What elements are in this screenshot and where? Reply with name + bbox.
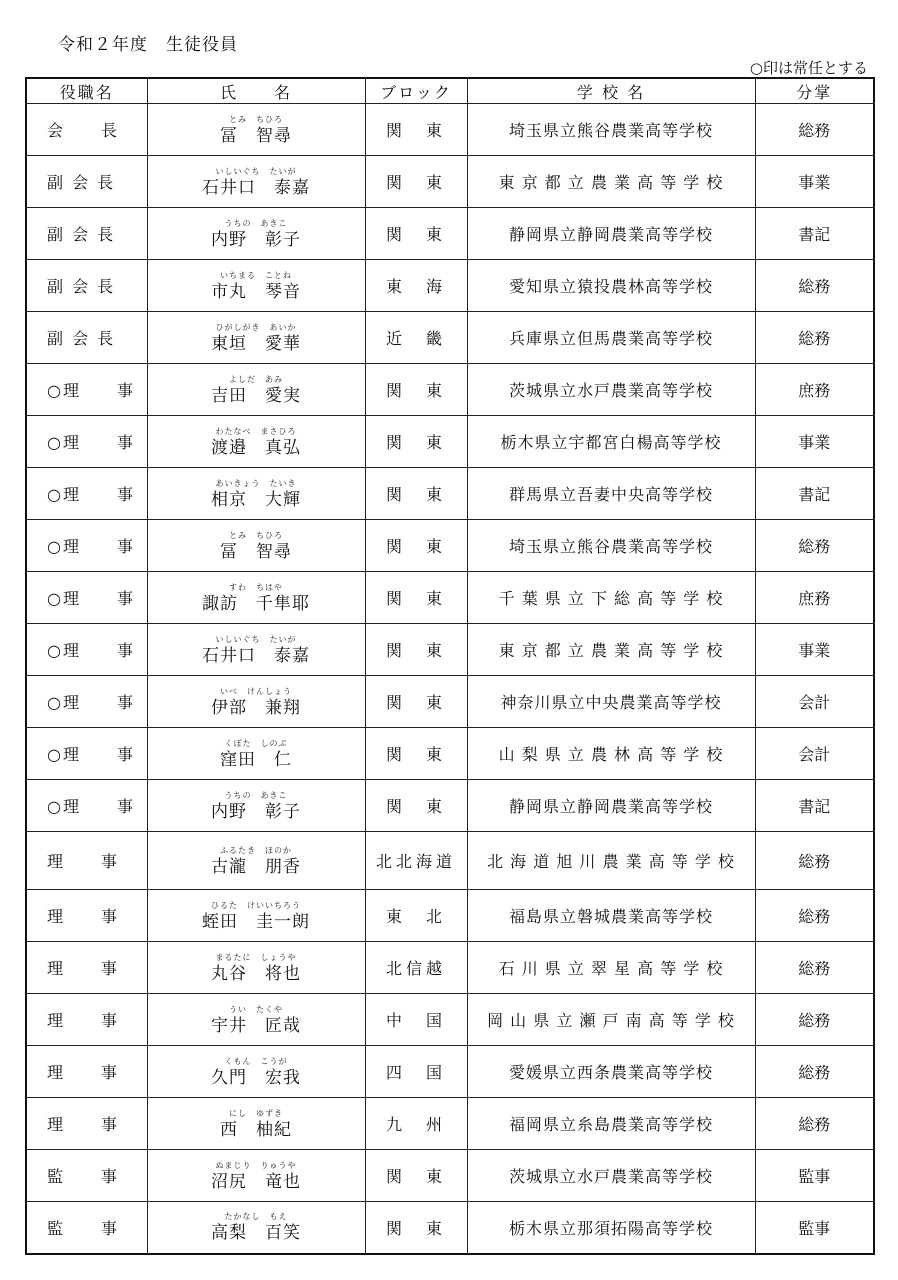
duty-cell: 会計	[755, 676, 874, 728]
school-cell: 埼玉県立熊谷農業高等学校	[467, 104, 755, 156]
block-cell: 関 東	[365, 520, 467, 572]
table-row	[26, 728, 874, 780]
table-row	[26, 1046, 874, 1098]
school-cell: 茨城県立水戸農業高等学校	[467, 364, 755, 416]
name-furigana: わたなべ まさひろ	[215, 426, 297, 436]
name-cell	[147, 832, 365, 890]
school-cell: 東 京 都 立 農 業 高 等 学 校	[467, 624, 755, 676]
regular-member-note: ○印は常任とする	[749, 59, 868, 77]
column-header-school: 学 校 名	[467, 78, 755, 104]
name-kanji: 内野 彰子	[211, 229, 301, 250]
role-cell: 会 長	[26, 104, 147, 156]
role-cell: ○理 事	[26, 364, 147, 416]
role-cell: ○理 事	[26, 728, 147, 780]
school-cell: 千 葉 県 立 下 総 高 等 学 校	[467, 572, 755, 624]
name-furigana: ふるたき ほのか	[220, 845, 292, 855]
name-cell	[147, 156, 365, 208]
role-cell: 副 会 長	[26, 312, 147, 364]
duty-cell: 書記	[755, 780, 874, 832]
school-cell: 静岡県立静岡農業高等学校	[467, 780, 755, 832]
role-cell: ○理 事	[26, 572, 147, 624]
duty-cell: 事業	[755, 156, 874, 208]
name-kanji: 冨 智尋	[220, 541, 292, 562]
table-row	[26, 468, 874, 520]
block-cell: 関 東	[365, 1150, 467, 1202]
name-furigana: まるたに しょうや	[215, 952, 297, 962]
name-furigana: ぬまじり りゅうや	[215, 1160, 297, 1170]
name-cell	[147, 890, 365, 942]
school-cell: 栃木県立宇都宮白楊高等学校	[467, 416, 755, 468]
block-cell: 関 東	[365, 780, 467, 832]
duty-cell: 総務	[755, 1098, 874, 1150]
name-kanji: 吉田 愛実	[211, 385, 301, 406]
role-cell: 理 事	[26, 832, 147, 890]
table-row	[26, 942, 874, 994]
block-cell: 東 海	[365, 260, 467, 312]
table-row	[26, 572, 874, 624]
role-cell: ○理 事	[26, 780, 147, 832]
school-cell: 東 京 都 立 農 業 高 等 学 校	[467, 156, 755, 208]
school-cell: 群馬県立吾妻中央高等学校	[467, 468, 755, 520]
name-cell	[147, 1150, 365, 1202]
school-cell: 愛知県立猿投農林高等学校	[467, 260, 755, 312]
role-cell: 理 事	[26, 994, 147, 1046]
role-cell: 監 事	[26, 1150, 147, 1202]
name-kanji: 諏訪 千隼耶	[202, 593, 310, 614]
column-header-duty: 分掌	[755, 78, 874, 104]
name-kanji: 東垣 愛華	[211, 333, 301, 354]
name-cell	[147, 364, 365, 416]
name-furigana: とみ ちひろ	[229, 530, 283, 540]
name-cell	[147, 942, 365, 994]
name-kanji: 石井口 泰嘉	[202, 645, 310, 666]
name-cell	[147, 624, 365, 676]
name-cell	[147, 260, 365, 312]
column-header-block: ブロック	[365, 78, 467, 104]
column-header-role: 役職名	[26, 78, 147, 104]
role-cell: 副 会 長	[26, 260, 147, 312]
name-furigana: いちまる ことね	[220, 270, 292, 280]
table-row	[26, 312, 874, 364]
table-row	[26, 416, 874, 468]
block-cell: 近 畿	[365, 312, 467, 364]
name-kanji: 西 柚紀	[220, 1119, 292, 1140]
name-cell	[147, 104, 365, 156]
name-furigana: うちの あきこ	[224, 790, 288, 800]
block-cell: 九 州	[365, 1098, 467, 1150]
officers-table	[25, 77, 875, 1255]
name-furigana: ひるた けいいちろう	[211, 900, 301, 910]
block-cell: 中 国	[365, 994, 467, 1046]
name-furigana: とみ ちひろ	[229, 114, 283, 124]
table-row	[26, 624, 874, 676]
duty-cell: 監事	[755, 1150, 874, 1202]
table-header-row	[26, 78, 874, 104]
name-furigana: にし ゆずき	[229, 1108, 283, 1118]
school-cell: 埼玉県立熊谷農業高等学校	[467, 520, 755, 572]
name-furigana: いべ けんしょう	[220, 686, 292, 696]
duty-cell: 庶務	[755, 364, 874, 416]
school-cell: 茨城県立水戸農業高等学校	[467, 1150, 755, 1202]
table-row	[26, 156, 874, 208]
role-cell: 理 事	[26, 1046, 147, 1098]
school-cell: 岡 山 県 立 瀬 戸 南 高 等 学 校	[467, 994, 755, 1046]
name-kanji: 渡邉 真弘	[211, 437, 301, 458]
duty-cell: 総務	[755, 260, 874, 312]
table-row	[26, 1150, 874, 1202]
name-furigana: たかなし もえ	[224, 1212, 288, 1222]
role-cell: 理 事	[26, 890, 147, 942]
name-cell	[147, 780, 365, 832]
role-cell: ○理 事	[26, 676, 147, 728]
duty-cell: 総務	[755, 520, 874, 572]
school-cell: 北 海 道 旭 川 農 業 高 等 学 校	[467, 832, 755, 890]
table-row	[26, 104, 874, 156]
name-kanji: 窪田 仁	[220, 749, 292, 770]
block-cell: 関 東	[365, 1202, 467, 1254]
table-row	[26, 1202, 874, 1254]
school-cell: 山 梨 県 立 農 林 高 等 学 校	[467, 728, 755, 780]
role-cell: ○理 事	[26, 468, 147, 520]
block-cell: 関 東	[365, 624, 467, 676]
block-cell: 関 東	[365, 468, 467, 520]
school-cell: 石 川 県 立 翠 星 高 等 学 校	[467, 942, 755, 994]
name-cell	[147, 728, 365, 780]
name-furigana: くもん こうが	[224, 1056, 288, 1066]
school-cell: 愛媛県立西条農業高等学校	[467, 1046, 755, 1098]
duty-cell: 総務	[755, 312, 874, 364]
name-furigana: あいきょう たいき	[215, 478, 297, 488]
role-cell: ○理 事	[26, 624, 147, 676]
duty-cell: 総務	[755, 890, 874, 942]
name-kanji: 相京 大輝	[211, 489, 301, 510]
school-cell: 兵庫県立但馬農業高等学校	[467, 312, 755, 364]
table-row	[26, 208, 874, 260]
block-cell: 東 北	[365, 890, 467, 942]
name-kanji: 石井口 泰嘉	[202, 177, 310, 198]
name-furigana: うい たくや	[229, 1004, 283, 1014]
name-kanji: 丸谷 将也	[211, 963, 301, 984]
name-cell	[147, 416, 365, 468]
role-cell: 監 事	[26, 1202, 147, 1254]
name-cell	[147, 1098, 365, 1150]
duty-cell: 総務	[755, 832, 874, 890]
name-cell	[147, 1202, 365, 1254]
role-cell: 副 会 長	[26, 208, 147, 260]
name-cell	[147, 312, 365, 364]
name-kanji: 市丸 琴音	[211, 281, 301, 302]
duty-cell: 会計	[755, 728, 874, 780]
duty-cell: 書記	[755, 208, 874, 260]
role-cell: 副 会 長	[26, 156, 147, 208]
name-cell	[147, 572, 365, 624]
name-kanji: 伊部 兼翔	[211, 697, 301, 718]
name-cell	[147, 208, 365, 260]
duty-cell: 監事	[755, 1202, 874, 1254]
name-cell	[147, 994, 365, 1046]
name-cell	[147, 520, 365, 572]
name-furigana: いしいぐち たいが	[215, 166, 297, 176]
name-kanji: 蛭田 圭一朗	[202, 911, 310, 932]
name-cell	[147, 676, 365, 728]
name-cell	[147, 1046, 365, 1098]
block-cell: 関 東	[365, 728, 467, 780]
duty-cell: 事業	[755, 624, 874, 676]
block-cell: 関 東	[365, 572, 467, 624]
duty-cell: 庶務	[755, 572, 874, 624]
duty-cell: 書記	[755, 468, 874, 520]
table-row	[26, 520, 874, 572]
duty-cell: 総務	[755, 994, 874, 1046]
duty-cell: 総務	[755, 942, 874, 994]
name-furigana: すわ ちはや	[229, 582, 283, 592]
table-row	[26, 780, 874, 832]
block-cell: 関 東	[365, 156, 467, 208]
name-cell	[147, 468, 365, 520]
name-kanji: 沼尻 竜也	[211, 1171, 301, 1192]
school-cell: 福岡県立糸島農業高等学校	[467, 1098, 755, 1150]
duty-cell: 事業	[755, 416, 874, 468]
table-row	[26, 994, 874, 1046]
page-title: 令和２年度 生徒役員	[58, 35, 238, 55]
duty-cell: 総務	[755, 104, 874, 156]
table-row	[26, 676, 874, 728]
name-furigana: うちの あきこ	[224, 218, 288, 228]
role-cell: 理 事	[26, 942, 147, 994]
block-cell: 関 東	[365, 208, 467, 260]
block-cell: 関 東	[365, 676, 467, 728]
school-cell: 静岡県立静岡農業高等学校	[467, 208, 755, 260]
school-cell: 栃木県立那須拓陽高等学校	[467, 1202, 755, 1254]
block-cell: 北北海道	[365, 832, 467, 890]
role-cell: ○理 事	[26, 520, 147, 572]
block-cell: 四 国	[365, 1046, 467, 1098]
table-row	[26, 1098, 874, 1150]
name-kanji: 古瀧 朋香	[211, 856, 301, 877]
table-row	[26, 832, 874, 890]
name-furigana: よしだ あみ	[229, 374, 283, 384]
name-kanji: 久門 宏我	[211, 1067, 301, 1088]
block-cell: 関 東	[365, 364, 467, 416]
duty-cell: 総務	[755, 1046, 874, 1098]
table-row	[26, 260, 874, 312]
name-kanji: 宇井 匠哉	[211, 1015, 301, 1036]
block-cell: 北信越	[365, 942, 467, 994]
name-furigana: いしいぐち たいが	[215, 634, 297, 644]
name-furigana: くぼた しのぶ	[224, 738, 288, 748]
role-cell: 理 事	[26, 1098, 147, 1150]
block-cell: 関 東	[365, 416, 467, 468]
table-row	[26, 364, 874, 416]
name-kanji: 内野 彰子	[211, 801, 301, 822]
name-kanji: 冨 智尋	[220, 125, 292, 146]
block-cell: 関 東	[365, 104, 467, 156]
name-kanji: 高梨 百笑	[211, 1223, 301, 1244]
name-furigana: ひがしがき あいか	[215, 322, 297, 332]
role-cell: ○理 事	[26, 416, 147, 468]
school-cell: 福島県立磐城農業高等学校	[467, 890, 755, 942]
table-row	[26, 890, 874, 942]
school-cell: 神奈川県立中央農業高等学校	[467, 676, 755, 728]
column-header-name: 氏 名	[147, 78, 365, 104]
